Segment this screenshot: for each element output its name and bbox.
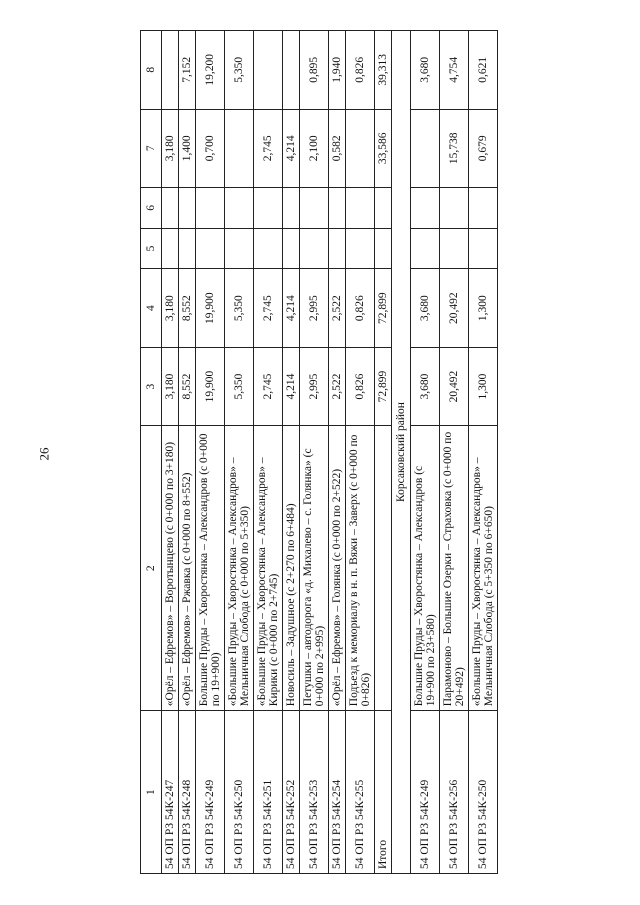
- rotated-table-container: [140, 30, 500, 874]
- section-row: [392, 31, 411, 874]
- value-cell-5: [411, 228, 440, 269]
- value-cell-3: 3,180: [162, 347, 179, 425]
- road-name-cell: Большие Пруды – Хворостянка – Александров (с 0+000 по 19+900): [196, 426, 225, 711]
- value-cell-6: [179, 188, 196, 229]
- header-cell: 1: [141, 711, 162, 874]
- table-row: [346, 31, 375, 874]
- value-cell-4: 3,180: [162, 269, 179, 347]
- header-cell: 5: [141, 228, 162, 269]
- table-row: [254, 31, 283, 874]
- value-cell-7: 2,100: [300, 109, 329, 187]
- value-cell-8: 19,200: [196, 31, 225, 110]
- value-cell-6: [411, 188, 440, 229]
- total-empty-cell: [375, 426, 392, 711]
- table-row: [179, 31, 196, 874]
- value-cell-7: 2,745: [254, 109, 283, 187]
- value-cell-5: [283, 228, 300, 269]
- value-cell-8: [254, 31, 283, 110]
- value-cell-3: 19,900: [196, 347, 225, 425]
- header-cell: 7: [141, 109, 162, 187]
- table-body-section-2: [411, 31, 498, 874]
- roads-table: [140, 30, 498, 874]
- road-name-cell: «Орёл – Ефремов» – Воротынцево (с 0+000 по 3+180): [162, 426, 179, 711]
- value-cell-5: [196, 228, 225, 269]
- value-cell-4: 4,214: [283, 269, 300, 347]
- value-cell-3: 20,492: [440, 347, 469, 425]
- value-cell-4: 20,492: [440, 269, 469, 347]
- total-c4: 72,899: [375, 269, 392, 347]
- value-cell-6: [300, 188, 329, 229]
- value-cell-7: 4,214: [283, 109, 300, 187]
- header-cell: 3: [141, 347, 162, 425]
- road-code-cell: 54 ОП РЗ 54К-247: [162, 711, 179, 874]
- value-cell-7: 0,582: [329, 109, 346, 187]
- table-row: [469, 31, 498, 874]
- road-name-cell: Большие Пруды – Хворостянка – Александров (с 19+900 по 23+580): [411, 426, 440, 711]
- value-cell-8: [283, 31, 300, 110]
- value-cell-3: 2,522: [329, 347, 346, 425]
- value-cell-7: 3,180: [162, 109, 179, 187]
- value-cell-7: [346, 109, 375, 187]
- value-cell-4: 1,300: [469, 269, 498, 347]
- value-cell-4: 19,900: [196, 269, 225, 347]
- value-cell-3: 1,300: [469, 347, 498, 425]
- table-row: [162, 31, 179, 874]
- total-c7: 33,586: [375, 109, 392, 187]
- total-c5: [375, 228, 392, 269]
- table-row: [440, 31, 469, 874]
- road-name-cell: «Большие Пруды – Хворостянка – Александров» – Кирики (с 0+000 по 2+745): [254, 426, 283, 711]
- value-cell-8: [162, 31, 179, 110]
- value-cell-8: 7,152: [179, 31, 196, 110]
- value-cell-6: [346, 188, 375, 229]
- road-name-cell: Новосиль – Задушное (с 2+270 по 6+484): [283, 426, 300, 711]
- value-cell-3: 2,995: [300, 347, 329, 425]
- value-cell-4: 2,522: [329, 269, 346, 347]
- value-cell-5: [300, 228, 329, 269]
- value-cell-4: 5,350: [225, 269, 254, 347]
- total-c3: 72,899: [375, 347, 392, 425]
- value-cell-8: 0,621: [469, 31, 498, 110]
- road-name-cell: Парамоново – Большие Озерки – Страховка (с 0+000 по 20+492): [440, 426, 469, 711]
- header-cell: 2: [141, 426, 162, 711]
- value-cell-4: 3,680: [411, 269, 440, 347]
- road-name-cell: «Большие Пруды – Хворостянка – Александров» – Мельничная Слобода (с 0+000 по 5+350): [225, 426, 254, 711]
- value-cell-7: 0,700: [196, 109, 225, 187]
- road-name-cell: «Большие Пруды – Хворостянка – Александров» – Мельничная Слобода (с 5+350 по 6+650): [469, 426, 498, 711]
- value-cell-7: 15,738: [440, 109, 469, 187]
- table-row: [300, 31, 329, 874]
- road-code-cell: 54 ОП РЗ 54К-249: [196, 711, 225, 874]
- value-cell-8: 0,826: [346, 31, 375, 110]
- value-cell-4: 2,995: [300, 269, 329, 347]
- value-cell-6: [283, 188, 300, 229]
- value-cell-6: [225, 188, 254, 229]
- value-cell-6: [254, 188, 283, 229]
- value-cell-6: [329, 188, 346, 229]
- table-row: [411, 31, 440, 874]
- value-cell-6: [196, 188, 225, 229]
- value-cell-8: 0,895: [300, 31, 329, 110]
- value-cell-8: 5,350: [225, 31, 254, 110]
- value-cell-5: [346, 228, 375, 269]
- value-cell-6: [162, 188, 179, 229]
- header-cell: 6: [141, 188, 162, 229]
- value-cell-3: 3,680: [411, 347, 440, 425]
- table-row: [283, 31, 300, 874]
- table-row: [196, 31, 225, 874]
- road-name-cell: «Орёл – Ефремов» – Ржавка (с 0+000 по 8+552): [179, 426, 196, 711]
- header-cell: 8: [141, 31, 162, 110]
- page-number: 26: [36, 447, 52, 461]
- value-cell-5: [162, 228, 179, 269]
- section-title: Корсаковский район: [392, 31, 411, 874]
- value-cell-3: 4,214: [283, 347, 300, 425]
- road-name-cell: Петушки – автодорога «д. Михалево – с. Голянка» (с 0+000 по 2+995): [300, 426, 329, 711]
- value-cell-8: 4,754: [440, 31, 469, 110]
- road-code-cell: 54 ОП РЗ 54К-250: [225, 711, 254, 874]
- total-c8: 39,313: [375, 31, 392, 110]
- road-code-cell: 54 ОП РЗ 54К-250: [469, 711, 498, 874]
- value-cell-8: 1,940: [329, 31, 346, 110]
- value-cell-5: [329, 228, 346, 269]
- total-label: Итого: [375, 711, 392, 874]
- value-cell-7: [411, 109, 440, 187]
- value-cell-6: [469, 188, 498, 229]
- table-row: [225, 31, 254, 874]
- road-name-cell: Подъезд к мемориалу в н. п. Вяжи – Заверх (с 0+000 по 0+826): [346, 426, 375, 711]
- value-cell-5: [179, 228, 196, 269]
- value-cell-5: [440, 228, 469, 269]
- value-cell-7: 1,400: [179, 109, 196, 187]
- table-body-section-1: [162, 31, 375, 874]
- value-cell-4: 8,552: [179, 269, 196, 347]
- value-cell-4: 2,745: [254, 269, 283, 347]
- road-code-cell: 54 ОП РЗ 54К-248: [179, 711, 196, 874]
- road-code-cell: 54 ОП РЗ 54К-255: [346, 711, 375, 874]
- value-cell-7: [225, 109, 254, 187]
- table-row: [329, 31, 346, 874]
- road-code-cell: 54 ОП РЗ 54К-253: [300, 711, 329, 874]
- header-cell: 4: [141, 269, 162, 347]
- value-cell-8: 3,680: [411, 31, 440, 110]
- value-cell-3: 8,552: [179, 347, 196, 425]
- value-cell-5: [225, 228, 254, 269]
- road-code-cell: 54 ОП РЗ 54К-252: [283, 711, 300, 874]
- total-c6: [375, 188, 392, 229]
- value-cell-5: [469, 228, 498, 269]
- total-row: [375, 31, 392, 874]
- road-code-cell: 54 ОП РЗ 54К-256: [440, 711, 469, 874]
- value-cell-6: [440, 188, 469, 229]
- road-name-cell: «Орёл – Ефремов» – Голянка (с 0+000 по 2+522): [329, 426, 346, 711]
- value-cell-4: 0,826: [346, 269, 375, 347]
- value-cell-3: 2,745: [254, 347, 283, 425]
- value-cell-3: 5,350: [225, 347, 254, 425]
- value-cell-3: 0,826: [346, 347, 375, 425]
- road-code-cell: 54 ОП РЗ 54К-251: [254, 711, 283, 874]
- header-row: [141, 31, 162, 874]
- table-total-section: [375, 31, 411, 874]
- road-code-cell: 54 ОП РЗ 54К-254: [329, 711, 346, 874]
- road-code-cell: 54 ОП РЗ 54К-249: [411, 711, 440, 874]
- value-cell-7: 0,679: [469, 109, 498, 187]
- value-cell-5: [254, 228, 283, 269]
